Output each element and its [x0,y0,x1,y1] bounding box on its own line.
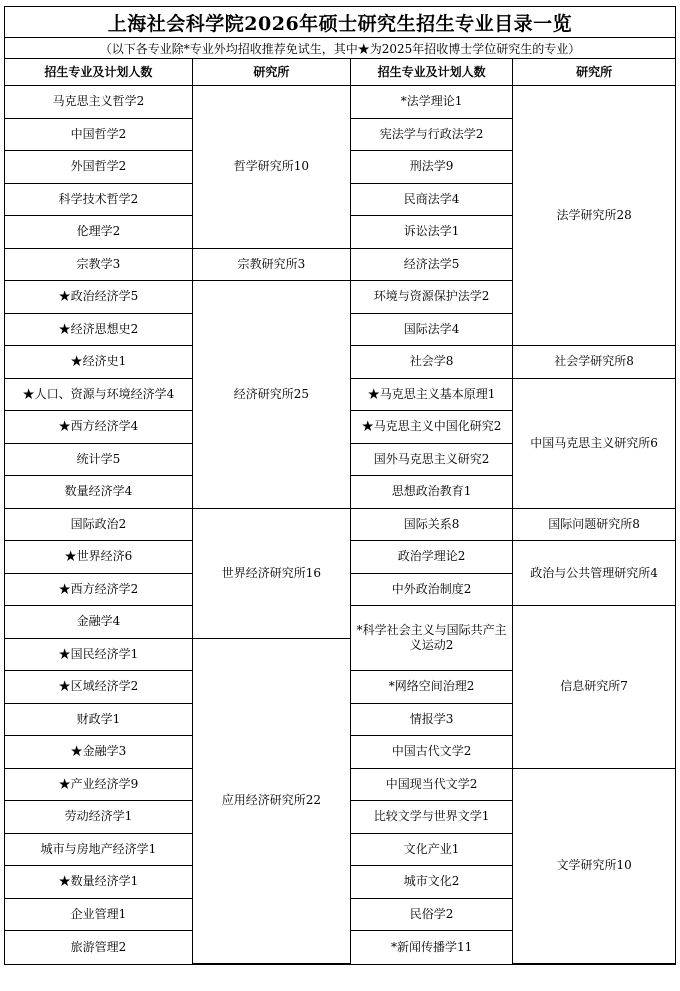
major-cell: 国际法学4 [351,313,513,346]
major-cell: 企业管理1 [5,898,192,931]
institute-cell: 国际问题研究所8 [513,508,675,541]
major-cell: ★政治经济学5 [5,281,192,314]
page-subtitle: （以下各专业除*专业外均招收推荐免试生，其中★为2025年招收博士学位研究生的专业） [99,41,581,56]
major-cell: 宪法学与行政法学2 [351,118,513,151]
major-cell: ★产业经济学9 [5,768,192,801]
catalog-frame [4,6,676,965]
major-cell: *科学社会主义与国际共产主义运动2 [351,606,513,671]
major-cell: ★经济思想史2 [5,313,192,346]
institute-cell: 哲学研究所10 [192,86,350,249]
major-cell: 民俗学2 [351,898,513,931]
catalog-table [5,59,675,964]
major-cell: 旅游管理2 [5,931,192,964]
institute-cell: 信息研究所7 [513,606,675,769]
header-major-left: 招生专业及计划人数 [5,59,192,86]
major-cell: 民商法学4 [351,183,513,216]
major-cell: 中国现当代文学2 [351,768,513,801]
major-cell: ★马克思主义基本原理1 [351,378,513,411]
major-cell: 外国哲学2 [5,151,192,184]
institute-cell: 文学研究所10 [513,768,675,963]
header-major-right: 招生专业及计划人数 [351,59,513,86]
major-cell: 国外马克思主义研究2 [351,443,513,476]
major-cell: 中外政治制度2 [351,573,513,606]
major-cell: 劳动经济学1 [5,801,192,834]
major-cell: 马克思主义哲学2 [5,86,192,119]
major-cell: 国际政治2 [5,508,192,541]
table-row [5,86,675,119]
major-cell: ★金融学3 [5,736,192,769]
major-cell: 伦理学2 [5,216,192,249]
major-cell: 比较文学与世界文学1 [351,801,513,834]
title-row [5,7,675,38]
major-cell: ★区域经济学2 [5,671,192,704]
major-cell: 科学技术哲学2 [5,183,192,216]
major-cell: ★马克思主义中国化研究2 [351,411,513,444]
major-cell: 刑法学9 [351,151,513,184]
major-cell: ★国民经济学1 [5,638,192,671]
major-cell: *法学理论1 [351,86,513,119]
major-cell: 环境与资源保护法学2 [351,281,513,314]
major-cell: 情报学3 [351,703,513,736]
major-cell: 数量经济学4 [5,476,192,509]
major-cell: ★数量经济学1 [5,866,192,899]
header-row [5,59,675,86]
major-cell: ★世界经济6 [5,541,192,574]
institute-cell: 经济研究所25 [192,281,350,509]
institute-cell: 社会学研究所8 [513,346,675,379]
major-cell: 宗教学3 [5,248,192,281]
major-cell: ★经济史1 [5,346,192,379]
institute-cell: 宗教研究所3 [192,248,350,281]
institute-cell: 政治与公共管理研究所4 [513,541,675,606]
major-cell: ★人口、资源与环境经济学4 [5,378,192,411]
major-cell: 经济法学5 [351,248,513,281]
major-cell: 中国古代文学2 [351,736,513,769]
table-row [5,508,675,541]
major-cell: 国际关系8 [351,508,513,541]
header-institute-left: 研究所 [192,59,350,86]
institute-cell: 世界经济研究所16 [192,508,350,638]
major-cell: 中国哲学2 [5,118,192,151]
major-cell: 政治学理论2 [351,541,513,574]
major-cell: 统计学5 [5,443,192,476]
page-title: 上海社会科学院2026年硕士研究生招生专业目录一览 [107,12,573,35]
major-cell: 财政学1 [5,703,192,736]
major-cell: *新闻传播学11 [351,931,513,964]
subtitle-row [5,38,675,59]
header-institute-right: 研究所 [513,59,675,86]
institute-cell: 应用经济研究所22 [192,638,350,963]
major-cell: 思想政治教育1 [351,476,513,509]
major-cell: 城市文化2 [351,866,513,899]
institute-cell: 中国马克思主义研究所6 [513,378,675,508]
major-cell: 城市与房地产经济学1 [5,833,192,866]
major-cell: ★西方经济学4 [5,411,192,444]
major-cell: 诉讼法学1 [351,216,513,249]
major-cell: *网络空间治理2 [351,671,513,704]
institute-cell: 法学研究所28 [513,86,675,346]
major-cell: 社会学8 [351,346,513,379]
major-cell: 金融学4 [5,606,192,639]
major-cell: 文化产业1 [351,833,513,866]
major-cell: ★西方经济学2 [5,573,192,606]
